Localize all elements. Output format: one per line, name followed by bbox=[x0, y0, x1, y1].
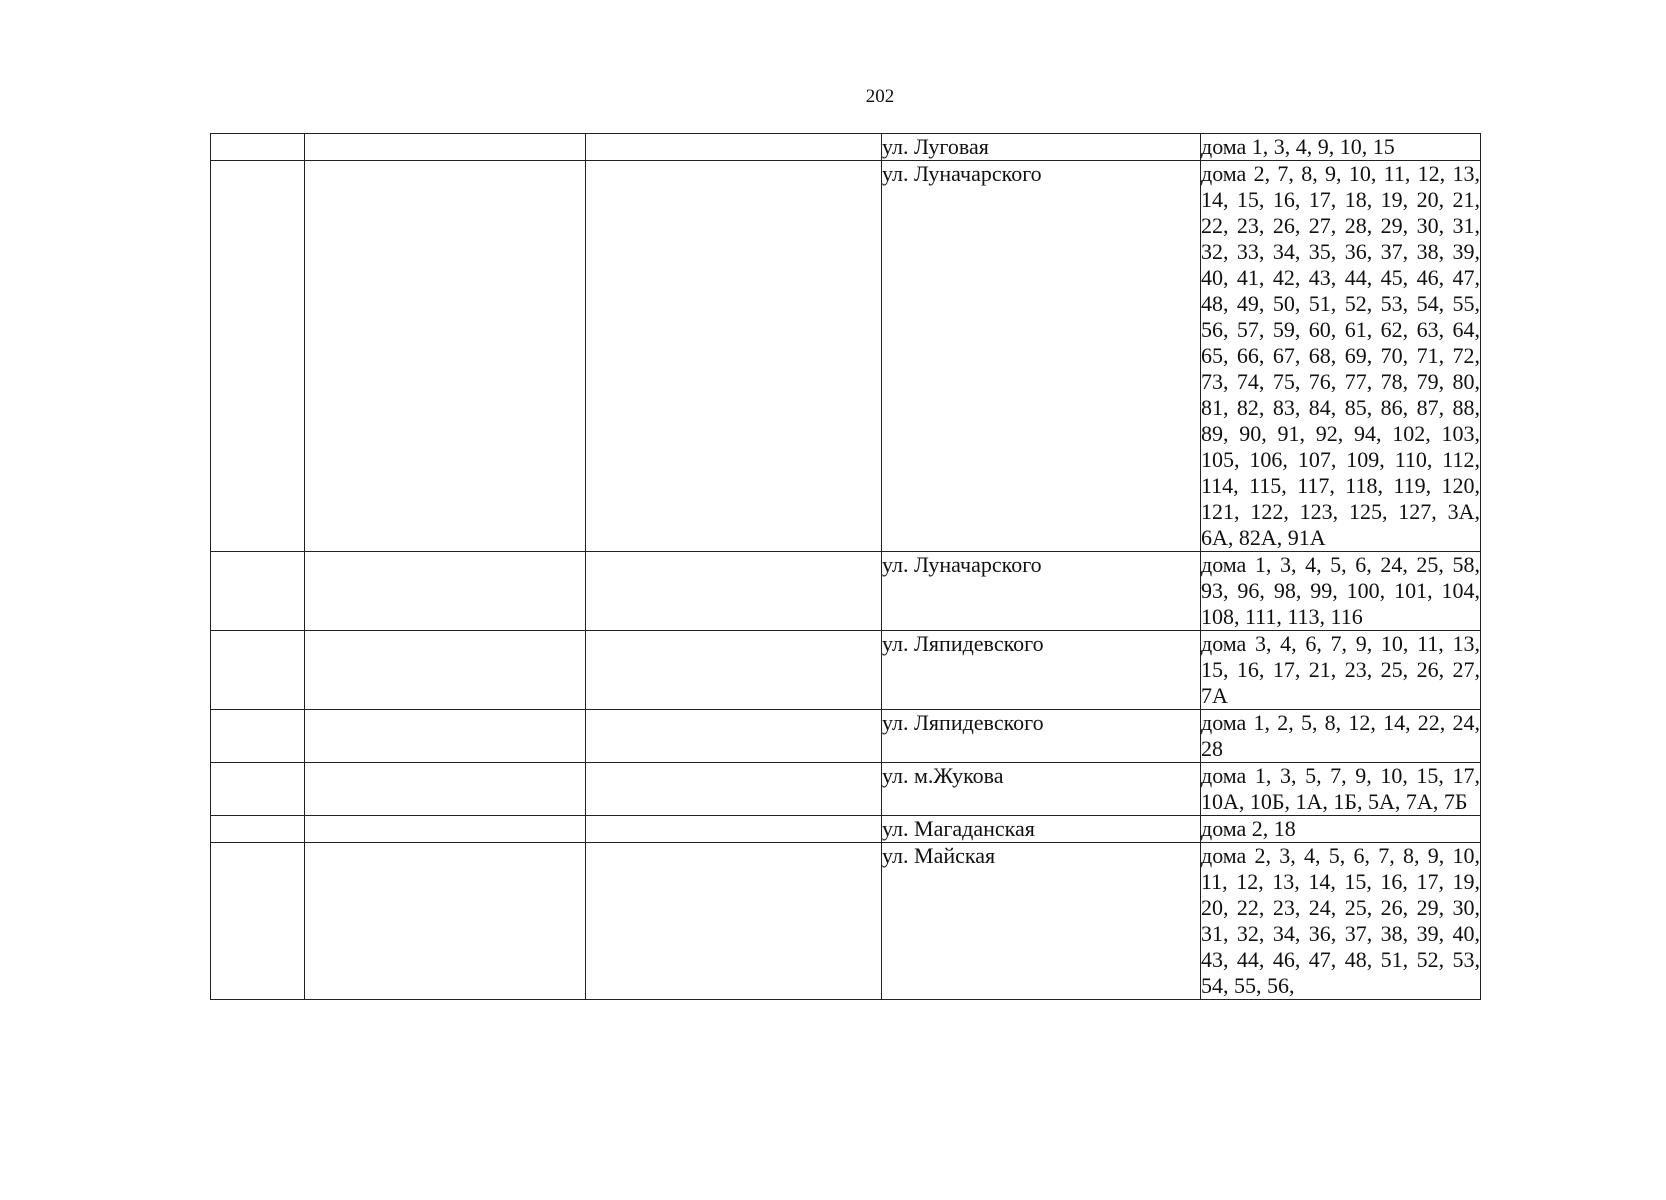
table-row bbox=[211, 552, 1481, 631]
street-cell: ул. Луначарского bbox=[882, 161, 1201, 552]
houses-cell: дома 2, 3, 4, 5, 6, 7, 8, 9, 10, 11, 12, 13, 14, 15, 16, 17, 19, 20, 22, 23, 24, 25, 26, 29, 30, 31, 32, 34, 36, 37, 38, 39, 40, 43, 44, 46, 47, 48, 51, 52, 53, 54, 55, 56, bbox=[1201, 843, 1480, 998]
street-cell: ул. Луначарского bbox=[882, 552, 1201, 631]
houses-cell: дома 1, 2, 5, 8, 12, 14, 22, 24, 28 bbox=[1201, 710, 1480, 761]
table-row bbox=[211, 134, 1481, 161]
table-row bbox=[211, 816, 1481, 843]
table-row bbox=[211, 710, 1481, 763]
table-row bbox=[211, 631, 1481, 710]
houses-cell: дома 2, 7, 8, 9, 10, 11, 12, 13, 14, 15, 16, 17, 18, 19, 20, 21, 22, 23, 26, 27, 28, 29, 30, 31, 32, 33, 34, 35, 36, 37, 38, 39, 40, 41, 42, 43, 44, 45, 46, 47, 48, 49, 50, 51, 52, 53, 54, 55, 56, 57, 59, 60, 61, 62, 63, 64, 65, 66, 67, 68, 69, 70, 71, 72, 73, 74, 75, 76, 77, 78, 79, 80, 81, 82, 83, 84, 85, 86, 87, 88, 89, 90, 91, 92, 94, 102, 103, 105, 106, 107, 109, 110, 112, 114, 115, 117, 118, 119, 120, 121, 122, 123, 125, 127, 3А, 6А, 82А, 91А bbox=[1201, 161, 1480, 550]
houses-cell: дома 1, 3, 4, 9, 10, 15 bbox=[1201, 134, 1481, 161]
street-cell: ул. Магаданская bbox=[882, 816, 1201, 843]
street-cell: ул. Ляпидевского bbox=[882, 710, 1201, 763]
page-number: 202 bbox=[865, 86, 895, 107]
houses-cell: дома 1, 3, 5, 7, 9, 10, 15, 17, 10А, 10Б, 1А, 1Б, 5А, 7А, 7Б bbox=[1201, 763, 1480, 814]
houses-cell: дома 1, 3, 4, 5, 6, 24, 25, 58, 93, 96, 98, 99, 100, 101, 104, 108, 111, 113, 116 bbox=[1201, 552, 1480, 629]
table-row bbox=[211, 161, 1481, 552]
street-cell: ул. Майская bbox=[882, 843, 1201, 1000]
street-cell: ул. Луговая bbox=[882, 134, 1201, 161]
street-cell: ул. Ляпидевского bbox=[882, 631, 1201, 710]
houses-cell: дома 2, 18 bbox=[1201, 816, 1481, 843]
address-table bbox=[210, 133, 1481, 1000]
street-cell: ул. м.Жукова bbox=[882, 763, 1201, 816]
table-row bbox=[211, 843, 1481, 1000]
houses-cell: дома 3, 4, 6, 7, 9, 10, 11, 13, 15, 16, 17, 21, 23, 25, 26, 27, 7А bbox=[1201, 631, 1480, 708]
table-row bbox=[211, 763, 1481, 816]
